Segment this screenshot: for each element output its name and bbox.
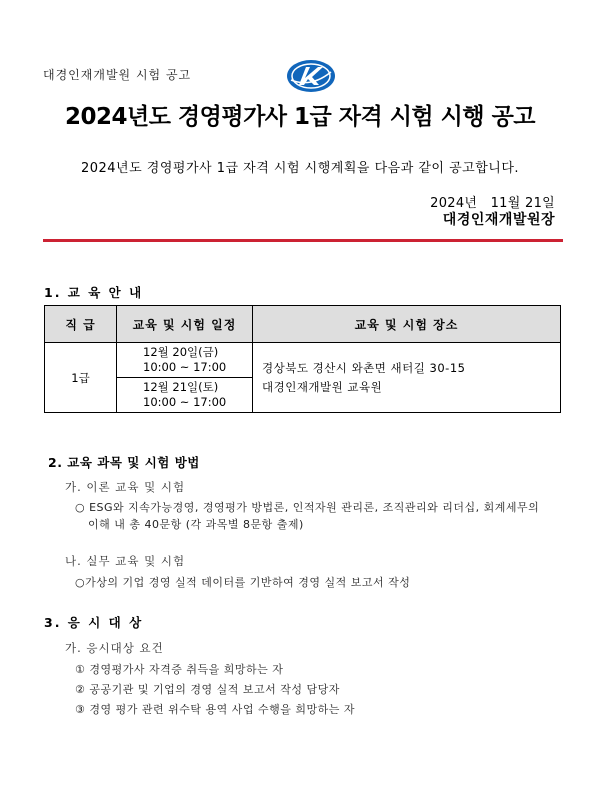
eligibility-item: ③ 경영 평가 관련 위수탁 용역 사업 수행을 희망하는 자 [75, 703, 355, 716]
signer-name: 대경인재개발원장 [442, 212, 555, 228]
session-date: 12월 20일(금) [143, 345, 219, 359]
intro-text: 2024년도 경영평가사 1급 자격 시험 시행계획을 다음과 같이 공고합니다. [80, 161, 520, 176]
session-cell [117, 343, 253, 378]
eligibility-item: ② 공공기관 및 기업의 경영 실적 보고서 작성 담당자 [75, 683, 340, 696]
organization-notice: 대경인재개발원 시험 공고 [43, 68, 192, 82]
theory-questions-line: 이해 내 총 40문항 (각 과목별 8문항 출제) [88, 518, 304, 531]
venue-address: 경상북도 경산시 와촌면 새터길 30-15 [262, 360, 466, 375]
column-header-venue: 교육 및 시험 장소 [253, 306, 561, 343]
announcement-date: 2024년 11월 21일 [430, 196, 555, 211]
document-title: 2024년도 경영평가사 1급 자격 시험 시행 공고 [64, 104, 536, 130]
subheading-theory: 가. 이론 교육 및 시험 [65, 480, 186, 494]
column-header-level: 직 급 [45, 306, 117, 343]
session-time: 10:00 ~ 17:00 [143, 360, 227, 374]
subheading-eligibility: 가. 응시대상 요건 [65, 641, 164, 655]
section-heading-education: 1. 교 육 안 내 [44, 285, 144, 300]
section-heading-eligibility: 3. 응 시 대 상 [44, 615, 144, 630]
theory-subjects-line: ○ ESG와 지속가능경영, 경영평가 방법론, 인적자원 관리론, 조직관리와 리더십, 회계세무의 [75, 501, 540, 514]
schedule-table [44, 305, 561, 413]
level-cell: 1급 [45, 343, 117, 413]
venue-cell [253, 343, 561, 413]
practice-description: ○가상의 기업 경영 실적 데이터를 기반하여 경영 실적 보고서 작성 [75, 576, 411, 589]
session-date: 12월 21일(토) [143, 380, 219, 394]
subheading-practice: 나. 실무 교육 및 시험 [65, 554, 186, 568]
section-heading-subjects: 2. 교육 과목 및 시험 방법 [48, 455, 200, 470]
session-cell [117, 378, 253, 413]
table-header-row [45, 306, 561, 343]
organization-logo [285, 58, 337, 94]
title-divider [43, 239, 563, 242]
session-time: 10:00 ~ 17:00 [143, 395, 227, 409]
column-header-schedule: 교육 및 시험 일정 [117, 306, 253, 343]
venue-name: 대경인재개발원 교육원 [262, 379, 383, 394]
eligibility-item: ① 경영평가사 자격증 취득을 희망하는 자 [75, 663, 284, 676]
table-row [45, 343, 561, 378]
